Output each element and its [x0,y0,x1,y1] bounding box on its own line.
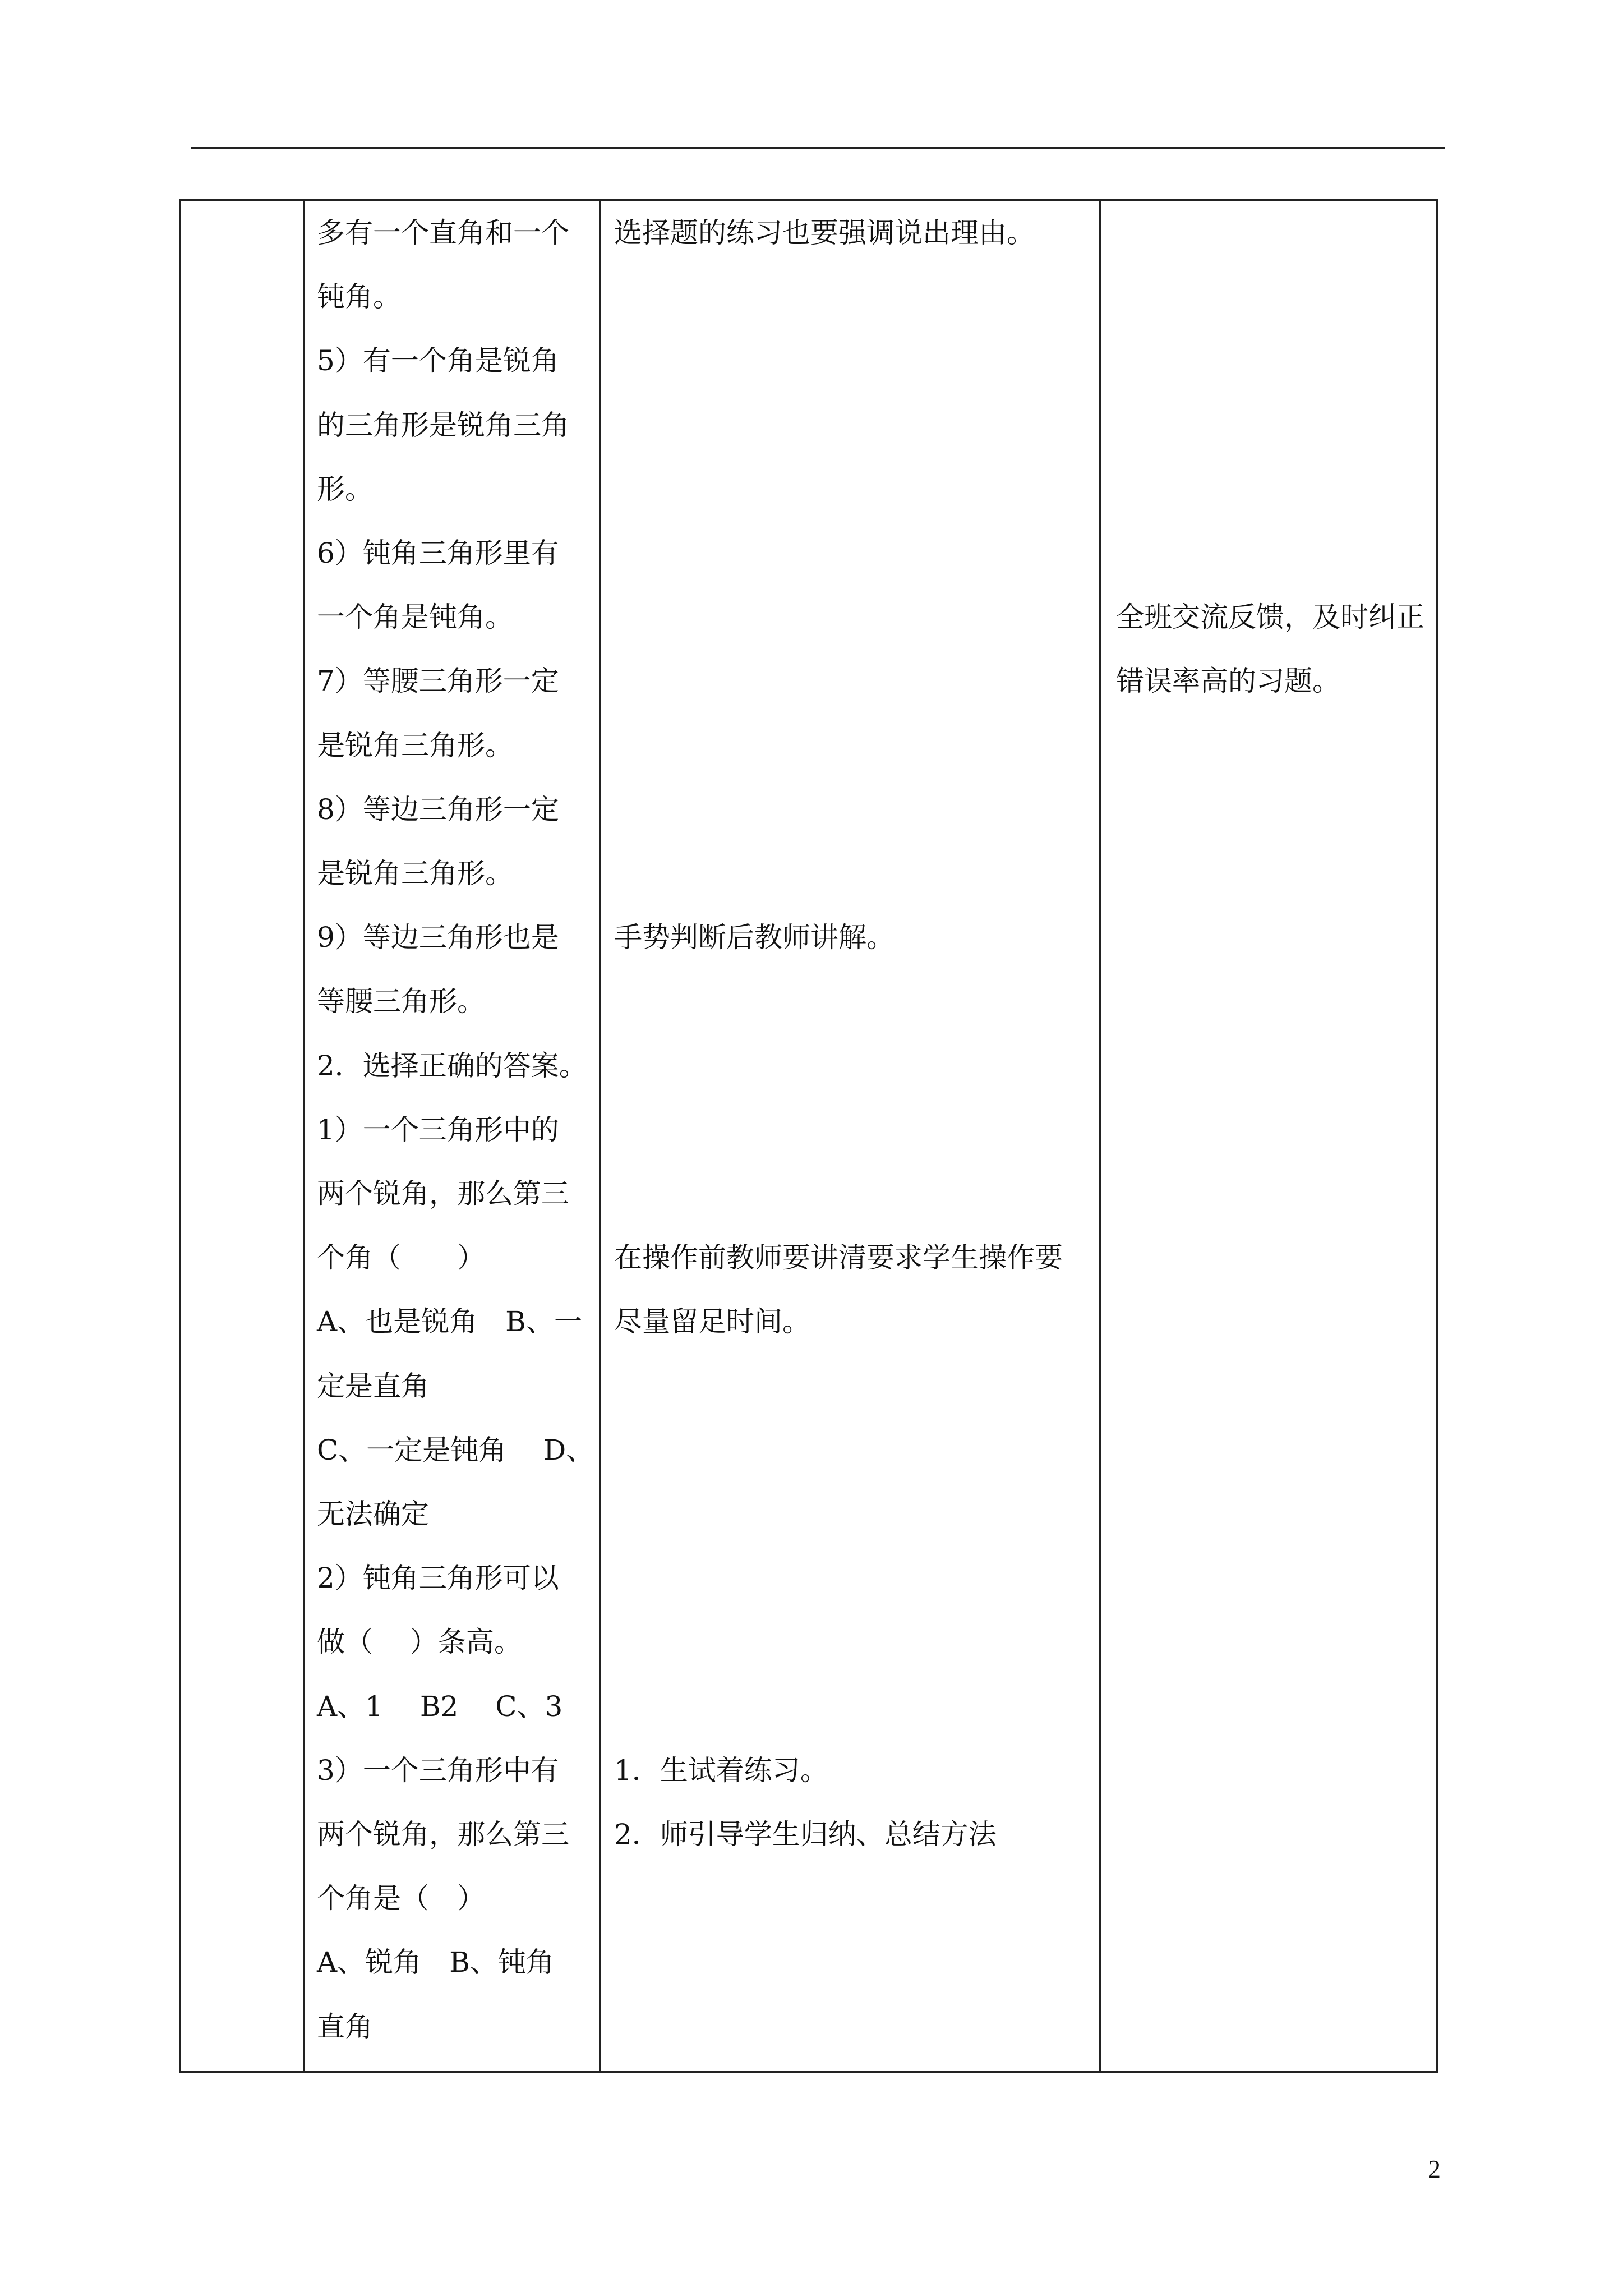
exercise-line: 2）钝角三角形可以 [317,1562,559,1595]
exercise-line: 做（ ）条高。 [317,1626,522,1659]
page-number: 2 [1428,2155,1441,2183]
exercise-line: 8）等边三角形一定 [317,793,559,826]
column-divider-1 [303,201,305,2071]
exercise-line: 9）等边三角形也是 [317,921,559,954]
exercise-line: 7）等腰三角形一定 [317,665,559,698]
exercise-line: A、锐角 B、钝角 [317,1946,554,1979]
exercise-line: 直角 [317,2010,373,2043]
exercise-line: 5）有一个角是锐角 [317,344,559,378]
exercise-line: A、1 B2 C、3 [317,1690,563,1723]
exercise-line: 是锐角三角形。 [317,857,513,890]
column-divider-2 [599,201,601,2071]
exercise-line: 形。 [317,472,373,505]
exercise-line: 的三角形是锐角三角 [317,408,569,441]
feedback-line: 全班交流反馈，及时纠正 [1116,601,1424,634]
column-divider-3 [1099,201,1101,2071]
exercise-line: 钝角。 [317,280,401,314]
feedback-line: 错误率高的习题。 [1116,665,1340,698]
exercise-line: 个角（ ） [317,1241,485,1274]
teaching-note-line: 尽量留足时间。 [614,1305,810,1338]
exercise-line: 3）一个三角形中有 [317,1754,559,1787]
exercise-line: 一个角是钝角。 [317,601,513,634]
teaching-note-line: 2．师引导学生归纳、总结方法 [614,1818,997,1851]
exercise-line: 2．选择正确的答案。 [317,1049,587,1082]
exercise-line: 个角是（ ） [317,1882,485,1915]
exercise-line: 是锐角三角形。 [317,729,513,762]
teaching-note-line: 选择题的练习也要强调说出理由。 [614,217,1035,249]
teaching-note-line: 手势判断后教师讲解。 [614,921,895,954]
exercise-line: 两个锐角，那么第三 [317,1818,569,1851]
exercise-line: C、一定是钝角 D、 [317,1433,594,1466]
exercise-line: 等腰三角形。 [317,985,485,1018]
exercise-line: 1）一个三角形中的 [317,1113,559,1146]
teaching-note-line: 1．生试着练习。 [614,1754,828,1787]
teaching-note-line: 在操作前教师要讲清要求学生操作要 [614,1241,1063,1274]
exercise-line: 无法确定 [317,1498,429,1530]
exercise-line: 定是直角 [317,1369,429,1402]
exercise-line: A、也是锐角 B、一 [317,1305,582,1338]
header-rule [191,147,1445,149]
exercise-line: 6）钝角三角形里有 [317,537,559,569]
exercise-line: 多有一个直角和一个 [317,217,569,249]
exercise-line: 两个锐角，那么第三 [317,1177,569,1210]
